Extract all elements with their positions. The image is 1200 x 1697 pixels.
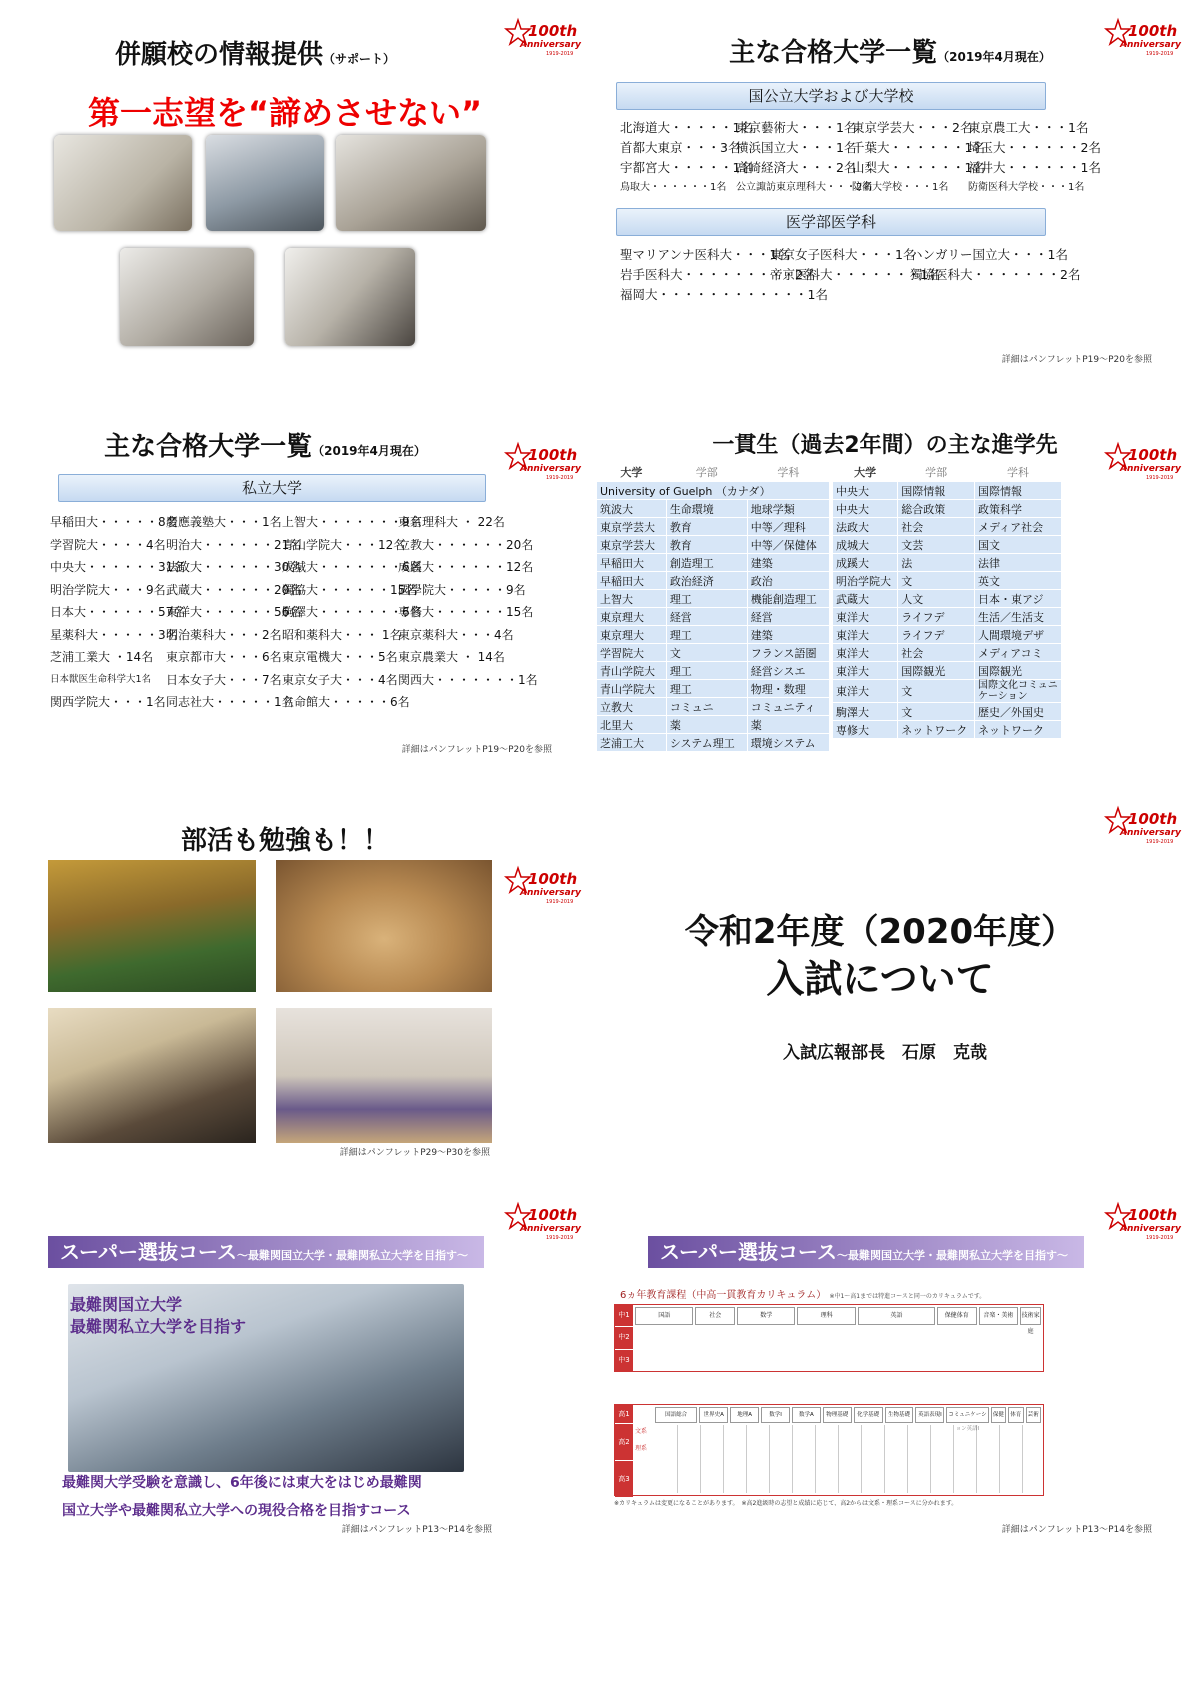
table-row: 中央大 国際情報 国際情報 xyxy=(833,482,1062,500)
photo-study-room-2 xyxy=(206,135,324,231)
svg-text:1919-2019: 1919-2019 xyxy=(546,899,574,905)
private-university-list xyxy=(50,512,538,715)
anniversary-logo xyxy=(506,866,582,906)
destinations-table-left xyxy=(596,462,830,752)
slide-title: 主な合格大学一覧（2019年4月現在） xyxy=(104,432,426,462)
list-row: 芝浦工業大 ・14名 東京都市大・・・6名 東京電機大・・・5名 東京農業大 ・ 14名 xyxy=(50,650,505,664)
reference-note: 詳細はパンフレットP13～P14を参照 xyxy=(341,1525,492,1535)
subject-grid xyxy=(655,1425,1041,1493)
table-row: 法政大 社会 メディア社会 xyxy=(833,518,1062,536)
medical-university-list xyxy=(620,245,1081,305)
table-row: 東洋大 文 国際文化コミュニケーション xyxy=(833,680,1062,703)
list-row: 宇都宮大・・・・・1名 高崎経済大・・・2名 山梨大・・・・・・1名 福井大・・・・・・1名 xyxy=(620,160,1101,175)
slide-super-course xyxy=(0,1206,600,1696)
curriculum-junior-high xyxy=(614,1304,1044,1372)
grade-label: 高3 xyxy=(615,1461,633,1497)
list-row: 聖マリアンナ医科大・・・1名 東京女子医科大・・・1名 ハンガリー国立大・・・1名 xyxy=(620,247,1068,262)
svg-text:1919-2019: 1919-2019 xyxy=(546,1235,574,1241)
course-description-1: 最難関大学受験を意識し、6年後には東大をはじめ最難関 xyxy=(62,1475,422,1491)
svg-text:Anniversary: Anniversary xyxy=(1120,1224,1182,1234)
table-row: 駒澤大 文 歴史／外国史 xyxy=(833,703,1062,721)
list-row: 北海道大・・・・・1名 東京藝術大・・・1名 東京学芸大・・・2名 東京農工大・・・1名 xyxy=(620,120,1089,135)
course-description-2: 国立大学や最難関私立大学への現役合格を目指すコース xyxy=(62,1503,411,1519)
list-row: 関西学院大・・・1名 同志社大・・・・・1名 立命館大・・・・・6名 xyxy=(50,695,410,709)
headline: 第一志望を“諦めさせない” xyxy=(87,94,483,132)
svg-text:100th: 100th xyxy=(1128,1206,1178,1224)
curriculum-footnote: ※カリキュラムは変更になることがあります。 ※高2進級時の志望と成績に応じて、高2からは文系・理系コースに分かれます。 xyxy=(614,1500,958,1507)
table-row: 立教大 コミュニ コミュニティ xyxy=(597,698,830,716)
photo-drama-club xyxy=(48,1008,256,1143)
svg-text:100th: 100th xyxy=(1128,446,1178,464)
anniversary-logo xyxy=(506,442,582,482)
table-row: 早稲田大 創造理工 建築 xyxy=(597,554,830,572)
anniversary-logo xyxy=(506,18,582,58)
slide-title: 一貫生（過去2年間）の主な進学先 xyxy=(712,433,1058,458)
slide-title: 併願校の情報提供（サポート） xyxy=(114,40,396,70)
svg-text:100th: 100th xyxy=(528,22,578,40)
section-header-private: 私立大学 xyxy=(58,474,486,502)
svg-text:Anniversary: Anniversary xyxy=(1120,40,1182,50)
table-header: 大学 学部 学科 xyxy=(597,463,830,482)
svg-text:Anniversary: Anniversary xyxy=(1120,464,1182,474)
table-row: 明治学院大 文 英文 xyxy=(833,572,1062,590)
course-banner: スーパー選抜コース～最難関国立大学・最難関私立大学を目指す～ xyxy=(48,1236,484,1268)
reference-note: 詳細はパンフレットP19～P20を参照 xyxy=(1001,355,1152,365)
anniversary-logo xyxy=(1106,1202,1182,1242)
table-row: 上智大 理工 機能創造理工 xyxy=(597,590,830,608)
reference-note: 詳細はパンフレットP29～P30を参照 xyxy=(339,1148,490,1158)
svg-text:Anniversary: Anniversary xyxy=(520,1224,582,1234)
svg-text:1919-2019: 1919-2019 xyxy=(1146,475,1174,481)
table-row: 学習院大 文 フランス語圏 xyxy=(597,644,830,662)
list-row: 福岡大・・・・・・・・・・・・1名 xyxy=(620,287,828,302)
table-row: 東京学芸大 教育 中等／保健体 xyxy=(597,536,830,554)
anniversary-logo xyxy=(1106,806,1182,846)
table-row: 中央大 総合政策 政策科学 xyxy=(833,500,1062,518)
curriculum-high-school xyxy=(614,1404,1044,1496)
table-row: 専修大 ネットワーク ネットワーク xyxy=(833,721,1062,739)
exam-title-line1: 令和2年度（2020年度） xyxy=(684,912,1076,952)
svg-text:1919-2019: 1919-2019 xyxy=(546,51,574,57)
list-row: 岩手医科大・・・・・・・・・2名 帝京医科大・・・・・・・1名 獨協医科大・・・・・・・2名 xyxy=(620,267,1081,282)
curriculum-title: 6ヵ年教育課程（中高一貫教育カリキュラム） ※中1～高1までは特進コースと同一のカリキュラムです。 xyxy=(620,1290,986,1301)
table-row: 青山学院大 理工 経営シスエ xyxy=(597,662,830,680)
table-row: 東京理大 経営 経営 xyxy=(597,608,830,626)
svg-text:100th: 100th xyxy=(528,870,578,888)
exam-title-line2: 入試について xyxy=(766,957,994,1001)
grade-label: 高1 xyxy=(615,1405,633,1424)
slide-graduate-destinations xyxy=(600,424,1200,848)
subject-row: 国語総合 世界史A 地理A 数学I 数学A 物理基礎 化学基礎 生物基礎 英語表現I コミュニケーシ 保健 体育 芸術 xyxy=(655,1407,1041,1423)
table-row: 東洋大 国際観光 国際観光 xyxy=(833,662,1062,680)
table-row: 成城大 文芸 国文 xyxy=(833,536,1062,554)
photo-study-room-1 xyxy=(54,135,192,231)
svg-text:1919-2019: 1919-2019 xyxy=(1146,1235,1174,1241)
svg-text:Anniversary: Anniversary xyxy=(520,888,582,898)
photo-study-room-4 xyxy=(120,248,254,346)
table-row: University of Guelph （カナダ） xyxy=(597,482,830,500)
svg-text:1919-2019: 1919-2019 xyxy=(1146,839,1174,845)
svg-text:100th: 100th xyxy=(528,1206,578,1224)
photo-brass-band xyxy=(276,860,492,992)
grade-label: 高2 xyxy=(615,1424,633,1461)
list-row: 早稲田大・・・・・8名 慶應義塾大・・・1名 上智大・・・・・・・9名 東京理科大 ・ 22名 xyxy=(50,515,505,529)
section-header-medical: 医学部医学科 xyxy=(616,208,1046,236)
table-row: 成蹊大 法 法律 xyxy=(833,554,1062,572)
table-row: 北里大 薬 薬 xyxy=(597,716,830,734)
list-row: 日本獣医生命科学大1名 日本女子大・・・7名 東京女子大・・・4名 関西大・・・・・・・1名 xyxy=(50,672,538,687)
list-row: 星薬科大・・・・・3名 明治薬科大・・・2名 昭和薬科大・・・ 1名 東京薬科大・・・4名 xyxy=(50,627,514,642)
table-header: 大学 学部 学科 xyxy=(833,463,1062,482)
table-row: 筑波大 生命環境 地球学類 xyxy=(597,500,830,518)
slide-curriculum xyxy=(600,1206,1200,1696)
section-header-national: 国公立大学および大学校 xyxy=(616,82,1046,110)
list-row: 日本大・・・・・・57名 東洋大・・・・・・56名 駒澤大・・・・・・・6名 専修大・・・・・・15名 xyxy=(50,605,534,619)
presenter-name: 入試広報部長 石原 克哉 xyxy=(783,1043,987,1063)
photo-soccer-team xyxy=(48,860,256,992)
svg-text:100th: 100th xyxy=(1128,22,1178,40)
destinations-table-right xyxy=(832,462,1062,739)
course-banner: スーパー選抜コース～最難関国立大学・最難関私立大学を目指す～ xyxy=(648,1236,1084,1268)
national-university-list xyxy=(620,118,1101,198)
table-row: 東洋大 ライフデ 人間環境デザ xyxy=(833,626,1062,644)
table-row: 芝浦工大 システム理工 環境システム xyxy=(597,734,830,752)
table-row: 東京学芸大 教育 中等／理科 xyxy=(597,518,830,536)
table-row: 東洋大 社会 メディアコミ xyxy=(833,644,1062,662)
list-row: 首都大東京・・・3名 横浜国立大・・・1名 千葉大・・・・・・1名 埼玉大・・・・・・2名 xyxy=(620,140,1101,155)
grade-label: 中1 xyxy=(615,1305,633,1327)
svg-text:100th: 100th xyxy=(1128,810,1178,828)
list-row: 学習院大・・・・4名 明治大・・・・・・21名 青山学院大・・・12名 立教大・・・・・・20名 xyxy=(50,537,534,552)
anniversary-logo xyxy=(1106,442,1182,482)
table-row: 東京理大 理工 建築 xyxy=(597,626,830,644)
photo-caption-1: 最難関国立大学 xyxy=(70,1295,183,1314)
svg-text:1919-2019: 1919-2019 xyxy=(1146,51,1174,57)
photo-study-room-3 xyxy=(336,135,486,231)
svg-text:Anniversary: Anniversary xyxy=(520,40,582,50)
list-row: 鳥取大・・・・・・1名 公立諏訪東京理科大・・・2名 防衛大学校・・・1名 防衛医科大学校・・・1名 xyxy=(620,182,1085,193)
table-row: 早稲田大 政治経済 政治 xyxy=(597,572,830,590)
grade-label: 中3 xyxy=(615,1350,633,1371)
slide-title: 部活も勉強も！！ xyxy=(180,826,389,856)
subject-row: 国語 社会 数学 理科 英語 保健体育 音楽・美術 技術家庭 xyxy=(635,1307,1041,1325)
slide-support xyxy=(0,0,600,424)
slide-national-universities xyxy=(600,0,1200,424)
photo-caption-2: 最難関私立大学を目指す xyxy=(70,1317,247,1336)
slide-private-universities xyxy=(0,424,600,848)
list-row: 明治学院大・・・9名 武蔵大・・・・・・20名 獨協大・・・・・・15名 國學院大・・・・・9名 xyxy=(50,582,526,597)
photo-study-room-5 xyxy=(285,248,415,346)
list-row: 中央大・・・・・・31名 法政大・・・・・・30名 成城大・・・・・・・6名 成蹊大・・・・・・12名 xyxy=(50,560,534,574)
grade-label: 中2 xyxy=(615,1327,633,1349)
anniversary-logo xyxy=(1106,18,1182,58)
svg-text:Anniversary: Anniversary xyxy=(520,464,582,474)
photo-cheerleaders xyxy=(276,1008,492,1143)
reference-note: 詳細はパンフレットP19～P20を参照 xyxy=(401,745,552,755)
anniversary-logo xyxy=(506,1202,582,1242)
table-row: 武蔵大 人文 日本・東アジ xyxy=(833,590,1062,608)
table-row: 青山学院大 理工 物理・数理 xyxy=(597,680,830,698)
svg-text:1919-2019: 1919-2019 xyxy=(546,475,574,481)
track-labels: 文系 理系 xyxy=(635,1428,648,1452)
table-row: 東洋大 ライフデ 生活／生活支 xyxy=(833,608,1062,626)
slide-title: 主な合格大学一覧（2019年4月現在） xyxy=(729,38,1051,68)
reference-note: 詳細はパンフレットP13～P14を参照 xyxy=(1001,1525,1152,1535)
svg-text:Anniversary: Anniversary xyxy=(1120,828,1182,838)
svg-text:100th: 100th xyxy=(528,446,578,464)
